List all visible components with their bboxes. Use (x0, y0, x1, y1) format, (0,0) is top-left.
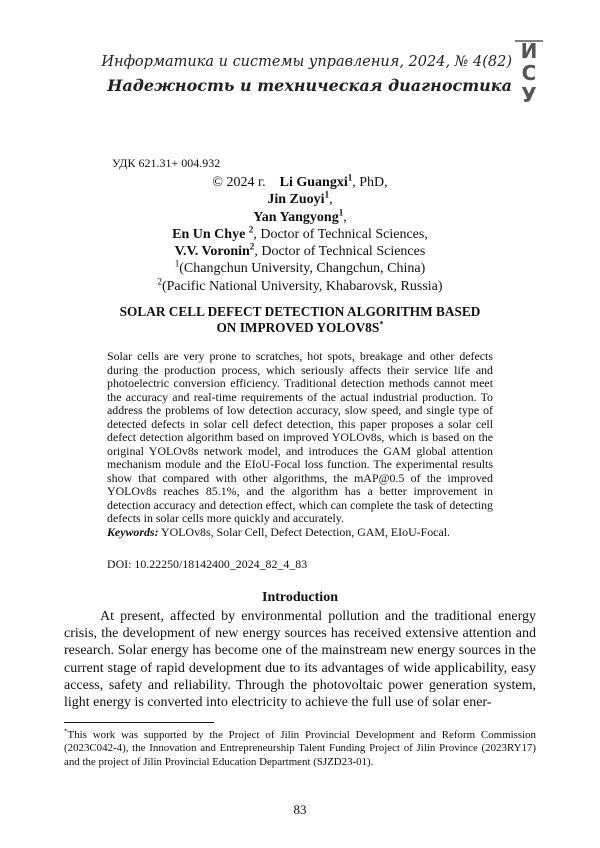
logo-letter-1: И (521, 39, 538, 63)
author-name: Yan Yangyong (253, 210, 338, 225)
page-number: 83 (0, 802, 600, 818)
abstract (107, 350, 493, 539)
author-line-3 (100, 209, 500, 226)
author-line-4 (100, 226, 500, 243)
footnote-mark: * (64, 727, 68, 735)
journal-header (0, 0, 600, 120)
author-line-5 (100, 243, 500, 260)
journal-logo-icon (512, 38, 546, 106)
section-heading-introduction: Introduction (0, 590, 600, 606)
author-degree: , (343, 210, 347, 225)
author-degree: , (329, 192, 333, 207)
doi: DOI: 10.22250/18142400_2024_82_4_83 (107, 557, 307, 572)
author-affiliation-mark: 2 (249, 224, 254, 234)
author-name: En Un Chye (172, 227, 249, 242)
author-affiliation-mark: 2 (250, 242, 255, 252)
footnote-text: This work was supported by the Project of Jilin Provincial Development and Reform Commission (2023C042-4), the Innovation and Entrepreneurship Talent Funding Project of Jilin Province (2023RY17) and the project of Jilin Provincial Education Department (SJZD23-01). (64, 729, 536, 768)
abstract-text: Solar cells are very prone to scratches, hot spots, breakage and other defects during the production process, which seriously affects their service life and photoelectric conversion efficiency. Traditional detection methods cannot meet the accuracy and real-time requirements of the actual industrial production. To address the problems of low detection accuracy, slow speed, and single type of detected defects in solar cell defect detection, this paper proposes a solar cell defect detection algorithm based on improved YOLOv8s, which is based on the original YOLOv8s network model, and introduces the GAM global attention mechanism module and the EIoU-Focal loss function. The experimental results show that compared with other algorithms, the mAP@0.5 of the improved YOLOv8s reaches 85.1%, and the algorithm has a better improvement in detection accuracy and detection effect, which can complete the task of detecting defects in solar cells more quickly and accurately. (107, 350, 493, 526)
logo-letter-3: У (521, 83, 536, 106)
journal-section: Надежность и техническая диагностика (107, 76, 512, 95)
introduction-paragraph: At present, affected by environmental pollution and the traditional energy crisis, the development of new energy sources has received extensive attention and research. Solar energy has become one of the mainstream new energy sources in the current stage of rapid development due to its advantages of wide applicability, easy access, safety and reliability. Through the photovoltaic power generation system, light energy is converted into electricity to achieve the full use of solar ener- (64, 608, 536, 711)
affiliation-1: 1(Changchun University, Changchun, China) (100, 260, 500, 277)
author-degree: , Doctor of Technical Sciences, (253, 227, 427, 242)
introduction-body (64, 608, 536, 711)
author-line-2 (100, 191, 500, 208)
author-affiliation-mark: 1 (325, 190, 330, 200)
udk-code: УДК 621.31+ 004.932 (112, 156, 220, 171)
title-footnote-mark: * (379, 319, 383, 329)
title-line-1: SOLAR CELL DEFECT DETECTION ALGORITHM BASED (100, 304, 500, 320)
affiliation-2: 2(Pacific National University, Khabarovsk, Russia) (100, 278, 500, 295)
author-name: V.V. Voronin (175, 244, 250, 259)
journal-title: Информатика и системы управления, 2024, № 4(82) (101, 54, 512, 70)
keywords-list: YOLOv8s, Solar Cell, Defect Detection, GAM, EIoU-Focal. (159, 525, 450, 539)
author-name: Jin Zuoyi (267, 192, 324, 207)
author-affiliation-mark: 1 (348, 172, 353, 182)
author-degree: , PhD, (352, 175, 387, 190)
keywords (107, 526, 493, 540)
author-line-1 (100, 174, 500, 191)
copyright-year: © 2024 г. (212, 175, 265, 190)
author-name: Li Guangxi (280, 175, 348, 190)
author-affiliation-mark: 1 (339, 207, 344, 217)
author-degree: , Doctor of Technical Sciences (254, 244, 425, 259)
title-line-2: ON IMPROVED YOLOV8S* (100, 320, 500, 336)
logo-letter-2: С (522, 61, 537, 85)
footnote-divider (64, 722, 214, 723)
paper-title (100, 304, 500, 336)
footnote (64, 729, 536, 769)
author-block (100, 174, 500, 295)
keywords-label: Keywords: (107, 525, 159, 539)
